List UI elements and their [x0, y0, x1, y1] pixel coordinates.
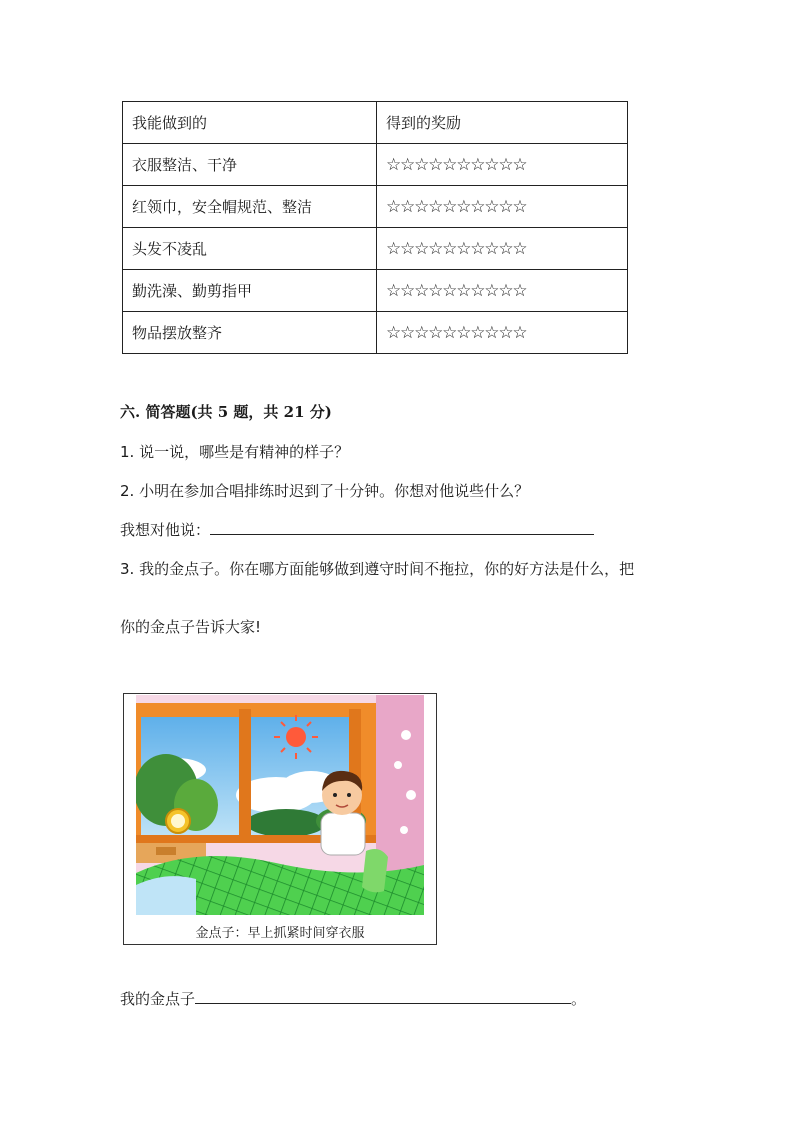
row-stars: ☆☆☆☆☆☆☆☆☆☆: [377, 228, 628, 270]
row-item: 红领巾，安全帽规范、整洁: [123, 186, 377, 228]
answer-label: 我想对他说：: [120, 521, 211, 539]
question-3-line-2: 你的金点子告诉大家!: [120, 618, 262, 636]
row-item: 头发不凌乱: [123, 228, 377, 270]
header-cell-reward: 得到的奖励: [377, 102, 628, 144]
table-row: [123, 228, 628, 270]
golden-idea-blank[interactable]: [195, 989, 571, 1004]
row-item: 衣服整洁、干净: [123, 144, 377, 186]
row-stars: ☆☆☆☆☆☆☆☆☆☆: [377, 270, 628, 312]
question-3-line-1: 3. 我的金点子。你在哪方面能够做到遵守时间不拖拉，你的好方法是什么，把: [120, 560, 635, 578]
section-heading: 六. 简答题(共 5 题，共 21 分): [120, 403, 332, 421]
row-stars: ☆☆☆☆☆☆☆☆☆☆: [377, 312, 628, 354]
reward-table: [122, 101, 628, 354]
image-caption: 金点子：早上抓紧时间穿衣服: [195, 926, 365, 941]
row-stars: ☆☆☆☆☆☆☆☆☆☆: [377, 144, 628, 186]
row-item: 勤洗澡、勤剪指甲: [123, 270, 377, 312]
illustration-box: [123, 693, 437, 945]
row-stars: ☆☆☆☆☆☆☆☆☆☆: [377, 186, 628, 228]
golden-idea-answer-line: [120, 988, 586, 1009]
golden-idea-end: 。: [571, 990, 587, 1008]
golden-idea-label: 我的金点子: [120, 990, 196, 1008]
question-2: 2. 小明在参加合唱排练时迟到了十分钟。你想对他说些什么？: [120, 482, 530, 500]
answer-blank[interactable]: [210, 520, 594, 535]
header-cell-can-do: 我能做到的: [123, 102, 377, 144]
table-row: [123, 312, 628, 354]
boy-folding-quilt-illustration: [136, 695, 424, 915]
table-row: [123, 144, 628, 186]
table-row: [123, 186, 628, 228]
row-item: 物品摆放整齐: [123, 312, 377, 354]
table-header-row: [123, 102, 628, 144]
question-2-answer-line: [120, 519, 594, 540]
question-1: 1. 说一说，哪些是有精神的样子？: [120, 443, 350, 461]
table-row: [123, 270, 628, 312]
